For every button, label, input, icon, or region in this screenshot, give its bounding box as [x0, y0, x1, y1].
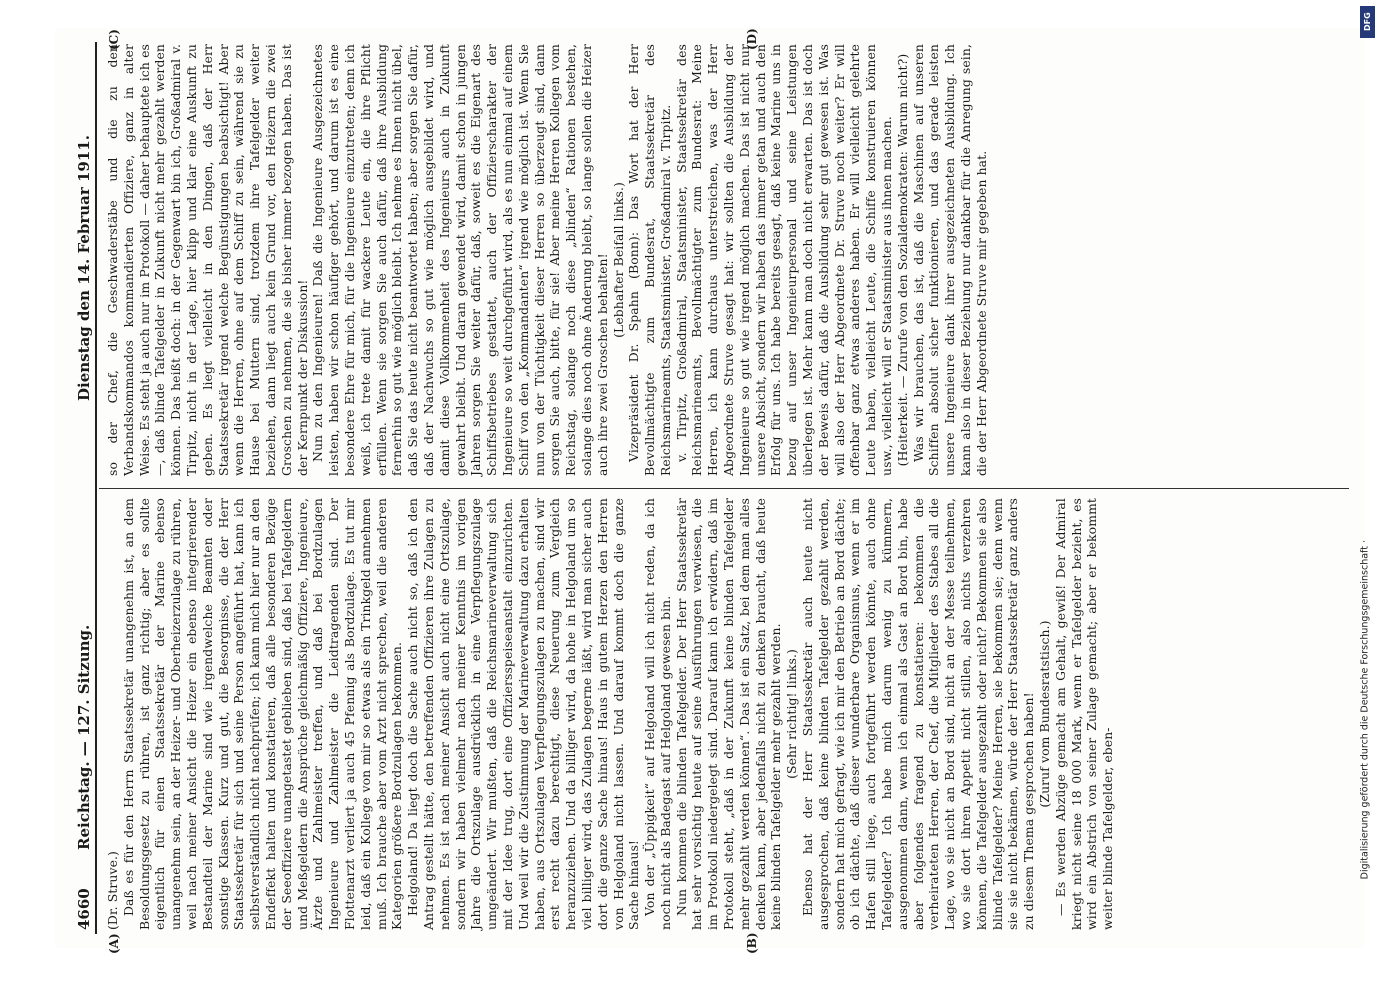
- paragraph: — Es werden Abzüge gemacht am Gehalt, gewiß! Der Admiral kriegt nicht seine 18 000 Mark, wenn er Tafelgelder bezieht, es wird ein Abstrich von seiner Zulage gemacht; aber er bekommt weiter blinde Tafelgelder, eben-: [1052, 498, 1116, 930]
- interjection: (Lebhafter Beifall links.): [610, 182, 626, 338]
- watermark-text: Digitalisierung gefördert durch die Deutsche Forschungsgemeinschaft ·: [1359, 540, 1370, 880]
- paragraph: Vizepräsident Dr. Spahn (Bonn): Das Wort hat der Herr Bevollmächtigte zum Bundesrat, Staatssekretär des Reichsmarineamts, Staatsminister, Großadmiral v. Tirpitz.: [626, 44, 673, 476]
- right-column: [105, 44, 1355, 476]
- paragraph: Ebenso hat der Herr Staatssekretär auch heute nicht ausgesprochen, daß keine blinden Tafelgelder gezahlt werden, sondern hat mich gefragt, wie ich mir den Betrieb an Bord dächte; ob ich dächte, daß dieser wunderbare Organismus, wenn er im Hafen still liege, auch fortgeführt werden könnte, auch ohne Tafelgelder? Ich habe mich darum wenig zu kümmern, ausgenommen dann, wenn ich einmal als Gast an Bord bin, habe aber folgendes fragend zu konstatieren: bekommen die verheirateten Herren, der Chef, die Mitglieder des Stabes all die Lage, wo sie nicht an Bord sind, nicht an der Messe teilnehmen, wo sie dort ihren Appetit nicht stillen, also nichts verzehren können, die Tafelgelder ausgezahlt oder nicht? Bekommen sie also blinde Tafelgelder? Meine Herren, sie bekommen sie; denn wenn sie sie nicht bekämen, würde der Herr Staatssekretär ganz anders zu diesem Thema gesprochen haben!: [800, 498, 1037, 930]
- paragraph: Was wir brauchen, das ist, daß die Maschinen auf unseren Schiffen absolut sicher funktionieren, und das gerade leisten unsere Ingenieure dank ihrer ausgezeichneten Ausbildung. Ich kann also in dieser Beziehung nur dankbar für die Anregung sein, die der Herr Abgeordnete Struve mir gegeben hat.: [910, 44, 989, 476]
- paragraph: Von der „Üppigkeit“ auf Helgoland will ich nicht reden, da ich noch nicht als Badegast auf Helgoland gewesen bin.: [642, 498, 673, 930]
- paragraph: so der Chef, die Geschwaderstäbe und die zu den Verbandskommandos kommandierten Offiziere, ganz in alter Weise. Es steht ja auch nur im Protokoll — daher behauptete ich es —, daß blinde Tafelgelder in Zukunft nicht mehr gezahlt werden können. Das heißt doch: in der Gegenwart bin ich, Großadmiral v. Tirpitz, nicht in der Lage, hier klipp und klar eine Auskunft zu geben. Es liegt vielleicht in den Dingen, daß der Herr Staatssekretär irgend welche Begünstigungen beabsichtigt! Aber wenn die Herren, ohne auf dem Schiff zu sein, während sie zu Hause bei Muttern sind, trotzdem ihre Tafelgelder weiter beziehen, dann liegt auch kein Grund vor, den Heizern die zwei Groschen zu nehmen, die sie bisher immer bezogen haben. Das ist der Kernpunkt der Diskussion!: [105, 44, 310, 476]
- header-rule: [95, 42, 97, 934]
- margin-marker-b: (B): [745, 932, 759, 954]
- page-number: 4660: [75, 888, 93, 930]
- interjection: (Heiterkeit. — Zurufe von den Sozialdemokraten: Warum nicht?): [894, 53, 910, 467]
- page-header: [63, 46, 93, 930]
- paragraph: Daß es für den Herrn Staatssekretär unangenehm ist, an dem Besoldungsgesetz zu rühren, ist ganz richtig; aber es sollte eigentlich für einen Staatssekretär der Marine ebenso unangenehm sein, an der Heizer- und Oberheizerzulage zu rühren, weil nach meiner Ansicht die Heizer ein ebenso integrierender Bestandteil der Marine sind wie irgendwelche Beamten oder sonstige Klassen. Kurz und gut, die Besorgnisse, die der Herr Staatssekretär für sich und seine Person angeführt hat, kann ich selbstverständlich nicht nachprüfen; ich kann mich hier nur an den Endeffekt halten und konstatieren, daß alle besonderen Bezüge der Seeoffiziere unangetastet geblieben sind, daß bei Tafelgeldern und Meßgeldern die Ansprüche gleichmäßig Offiziere, Ingenieure, Ärzte und Zahlmeister treffen, und daß bei Bordzulagen Ingenieure und Zahlmeister die Leidtragenden sind. Der Flottenarzt verliert ja auch 45 Pfennig als Bordzulage. Es tut mir leid, daß ein Kollege von mir so etwas als ein Trinkgeld annehmen muß. Ich brauche aber vom Arzt nicht sprechen, weil die anderen Kategorien größere Bordzulagen bekommen.: [120, 498, 405, 930]
- paragraph: Nun kommen die blinden Tafelgelder. Der Herr Staatssekretär hat sehr vorsichtig heute auf seine Ausführungen verwiesen, die im Protokoll niedergelegt sind. Darauf kann ich erwidern, daß im Protokoll steht, „daß in der Zukunft keine blinden Tafelgelder mehr gezahlt werden können“. Das ist ein Satz, bei dem man alles denken kann, aber jedenfalls nicht zu denken braucht, daß heute keine blinden Tafelgelder mehr gezahlt werden.: [673, 498, 784, 930]
- column-divider: [99, 488, 1349, 489]
- session-title: Reichstag. — 127. Sitzung.: [75, 624, 93, 850]
- scanned-page: [55, 28, 1365, 954]
- paragraph: v. Tirpitz, Großadmiral, Staatsminister, Staatssekretär des Reichsmarineamts, Bevollmächtigter zum Bundesrat: Meine Herren, ich kann durchaus unterstreichen, was der Herr Abgeordnete Struve gesagt hat: wir sollten die Ausbildung der Ingenieure so gut wie irgend möglich machen. Das ist nicht nur unsere Absicht, sondern wir haben das immer getan und auch den Erfolg für uns. Ich habe bereits gesagt, daß keine Marine uns in bezug auf unser Ingenieurpersonal und seine Leistungen überlegen ist. Mehr kann man doch nicht erwarten. Das ist doch der Beweis dafür, daß die Ausbildung sehr gut gewesen ist. Was will also der Herr Abgeordnete Dr. Struve noch weiter? Er will offenbar ganz etwas anderes haben. Er will vielleicht gelehrte Leute haben, vielleicht Leute, die Schiffe konstruieren können usw., vielleicht will er Staatsminister aus ihnen machen.: [673, 44, 895, 476]
- interjection: (Sehr richtig! links.): [784, 649, 800, 779]
- speaker-tag: (Dr. Struve.): [105, 851, 120, 930]
- left-column: [105, 498, 1355, 930]
- margin-marker-d: (D): [745, 28, 759, 50]
- interjection: (Zuruf vom Bundesratstisch.): [1037, 620, 1053, 808]
- session-date: Dienstag den 14. Februar 1911.: [75, 135, 93, 401]
- margin-marker-a: (A): [107, 933, 121, 954]
- paragraph: Nun zu den Ingenieuren! Daß die Ingenieure Ausgezeichnetes leisten, haben wir schon häufiger gehört, und darum ist es eine besondere Ehre für mich, für die Ingenieure einzutreten; denn ich weiß, ich trete damit für wackere Leute ein, die ihre Pflicht erfüllen. Wenn sie sorgen Sie auch dafür, daß ihre Ausbildung fernerhin so gut wie möglich bleibt. Ich nehme es Ihnen nicht übel, daß Sie das heute nicht beantwortet haben; aber sorgen Sie dafür, daß der Nachwuchs so gut wie möglich ausgebildet wird, und damit diese Vollkommenheit des Ingenieurs auch in Zukunft gewahrt bleibt. Und daran gewendet wird, damit schon in jungen Jahren sorgen Sie weiter dafür, daß, soweit es die Eigenart des Schiffsbetriebes gestattet, auch der Offizierscharakter der Ingenieure so weit durchgeführt wird, als es nun einmal auf einem Schiff von den „Kommandanten“ irgend wie möglich ist. Wenn Sie nun von der Tüchtigkeit dieser Herren so überzeugt sind, dann sorgen Sie auch, bitte, für sie! Aber meine Herren Kollegen vom Reichstag, solange noch diese „blinden“ Rationen bestehen, solange dies noch ohne Änderung bleibt, so lange sollen die Heizer auch ihre zwei Groschen behalten!: [310, 44, 610, 476]
- paragraph: Helgoland! Da liegt doch die Sache auch nicht so, daß ich den Antrag gestellt hätte, den betreffenden Offizieren ihre Zulagen zu nehmen. Es ist nach meiner Ansicht auch nicht eine Ortszulage, sondern wir haben vielmehr nach meiner Kenntnis im vorigen Jahre die Ortszulage ausdrücklich in eine Verpflegungszulage umgeändert. Wir mußten, daß die Reichsmarineverwaltung sich mit der Idee trug, dort eine Offiziersspeiseanstalt einzurichten. Und weil wir die Zustimmung der Marineverwaltung dazu erhalten haben, aus Ortszulagen Verpflegungszulagen zu machen, sind wir erst recht dazu berechtigt, diese Neuerung zum Vergleich heranzuziehen. Und da billiger wird, da hohe in Helgoland um so viel billiger wird, das Zulagen begerne läßt, wird man sicher auch dort die ganze Sache hinaus! Haus in gutem Herzen den Herren von Helgoland nicht lassen. Und darauf kommt doch die ganze Sache hinaus!: [405, 498, 642, 930]
- digitization-watermark: [1357, 0, 1379, 1000]
- dfg-logo: DFG: [1360, 6, 1375, 38]
- margin-marker-c: (C): [107, 29, 121, 50]
